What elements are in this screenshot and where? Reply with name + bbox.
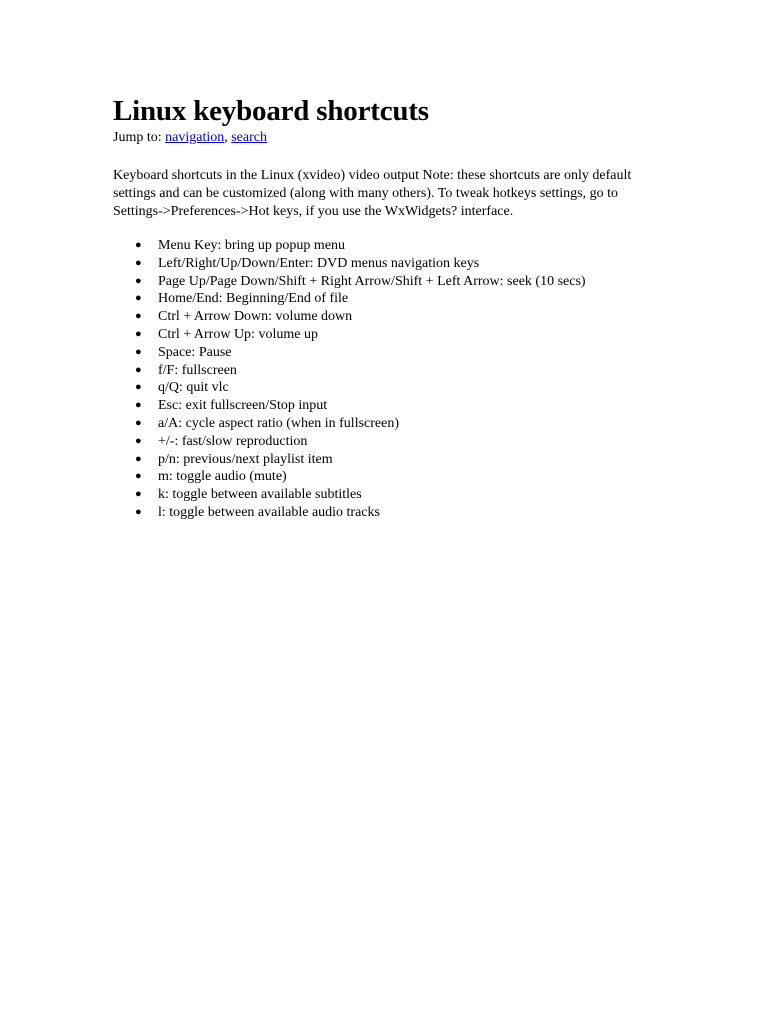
- shortcut-text: q/Q: quit vlc: [158, 380, 229, 396]
- bullet-icon: ●: [135, 470, 142, 483]
- shortcut-text: l: toggle between available audio tracks: [158, 504, 380, 520]
- list-item: [113, 486, 768, 504]
- bullet-icon: ●: [135, 256, 142, 269]
- jump-to-label: Jump to:: [113, 130, 166, 145]
- list-item: [113, 255, 768, 273]
- shortcut-text: Left/Right/Up/Down/Enter: DVD menus navigation keys: [158, 255, 480, 271]
- shortcut-text: Space: Pause: [158, 344, 232, 360]
- list-item: [113, 379, 768, 397]
- shortcut-text: p/n: previous/next playlist item: [158, 451, 333, 467]
- shortcut-text: a/A: cycle aspect ratio (when in fullscreen): [158, 415, 400, 431]
- list-item: [113, 308, 768, 326]
- list-item: [113, 451, 768, 469]
- shortcut-text: Page Up/Page Down/Shift + Right Arrow/Shift + Left Arrow: seek (10 secs): [158, 273, 586, 289]
- bullet-icon: ●: [135, 416, 142, 429]
- shortcut-text: +/-: fast/slow reproduction: [158, 433, 308, 449]
- intro-paragraph: Keyboard shortcuts in the Linux (xvideo) video output Note: these shortcuts are only default settings and can be customized (along with many others). To tweak hotkeys settings, go to Settings->Preferences->Hot keys, if you use the WxWidgets? interface.: [113, 168, 632, 219]
- page-title: Linux keyboard shortcuts: [113, 95, 429, 127]
- list-item: [113, 468, 768, 486]
- shortcut-text: Esc: exit fullscreen/Stop input: [158, 398, 328, 414]
- bullet-icon: ●: [135, 452, 142, 465]
- bullet-icon: ●: [135, 274, 142, 287]
- list-item: [113, 433, 768, 451]
- bullet-icon: ●: [135, 292, 142, 305]
- list-item: [113, 237, 768, 255]
- search-link[interactable]: search: [231, 130, 267, 145]
- list-item: [113, 504, 768, 522]
- jump-separator: ,: [224, 130, 232, 145]
- bullet-icon: ●: [135, 239, 142, 251]
- shortcut-text: m: toggle audio (mute): [158, 469, 287, 485]
- bullet-icon: ●: [135, 363, 142, 376]
- bullet-icon: ●: [135, 505, 142, 518]
- navigation-link[interactable]: navigation: [165, 130, 225, 145]
- shortcut-list: [113, 237, 768, 522]
- bullet-icon: ●: [135, 345, 142, 358]
- list-item: [113, 290, 768, 308]
- shortcut-text: f/F: fullscreen: [158, 362, 237, 378]
- bullet-icon: ●: [135, 399, 142, 412]
- list-item: [113, 344, 768, 362]
- list-item: [113, 397, 768, 415]
- shortcut-text: Ctrl + Arrow Up: volume up: [158, 326, 318, 342]
- bullet-icon: ●: [135, 434, 142, 447]
- shortcut-text: k: toggle between available subtitles: [158, 487, 362, 503]
- bullet-icon: ●: [135, 310, 142, 323]
- shortcut-text: Home/End: Beginning/End of file: [158, 291, 349, 307]
- list-item: [113, 362, 768, 380]
- jump-to-line: [113, 129, 768, 147]
- bullet-icon: ●: [135, 488, 142, 501]
- shortcut-text: Menu Key: bring up popup menu: [158, 238, 346, 253]
- list-item: [113, 273, 768, 291]
- bullet-icon: ●: [135, 327, 142, 340]
- shortcut-text: Ctrl + Arrow Down: volume down: [158, 309, 353, 325]
- bullet-icon: ●: [135, 381, 142, 394]
- list-item: [113, 326, 768, 344]
- list-item: [113, 415, 768, 433]
